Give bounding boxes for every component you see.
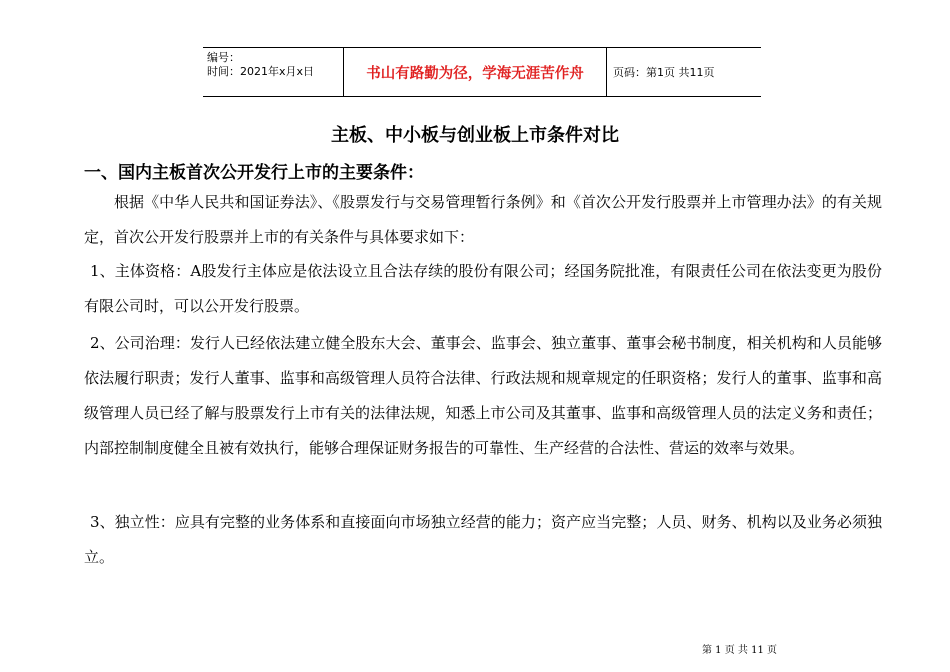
motto: 书山有路勤为径，学海无涯苦作舟 — [344, 48, 607, 96]
time-label: 时间：2021年x月x日 — [207, 65, 315, 78]
section-heading: 一、国内主板首次公开发行上市的主要条件： — [84, 163, 424, 183]
code-label: 编号： — [207, 51, 240, 64]
document-title: 主板、中小板与创业板上市条件对比 — [331, 125, 619, 146]
paragraph-independence: 3、独立性：应具有完整的业务体系和直接面向市场独立经营的能力；资产应当完整；人员、财务、机构以及业务必须独立。 — [84, 513, 882, 566]
header-table — [203, 47, 761, 97]
page-info: 页码：第1页 共11页 — [613, 66, 715, 79]
paragraph-corporate-governance: 2、公司治理：发行人已经依法建立健全股东大会、董事会、监事会、独立董事、董事会秘书制度，相关机构和人员能够依法履行职责；发行人董事、监事和高级管理人员符合法律、行政法规和规章规定的任职资格；发行人的董事、监事和高级管理人员已经了解与股票发行上市有关的法律法规，知悉上市公司及其董事、监事和高级管理人员的法定义务和责任；内部控制制度健全且被有效执行，能够合理保证财务报告的可靠性、生产经营的合法性、营运的效率与效果。 — [84, 334, 882, 457]
header-meta — [203, 48, 344, 96]
paragraph-intro: 根据《中华人民共和国证券法》、《股票发行与交易管理暂行条例》和《首次公开发行股票并上市管理办法》的有关规定，首次公开发行股票并上市的有关条件与具体要求如下： — [84, 193, 882, 246]
page-footer: 第 1 页 共 11 页 — [702, 645, 777, 656]
paragraph-subject-qualification: 1、主体资格：A股发行主体应是依法设立且合法存续的股份有限公司；经国务院批准，有限责任公司在依法变更为股份有限公司时，可以公开发行股票。 — [84, 262, 882, 315]
